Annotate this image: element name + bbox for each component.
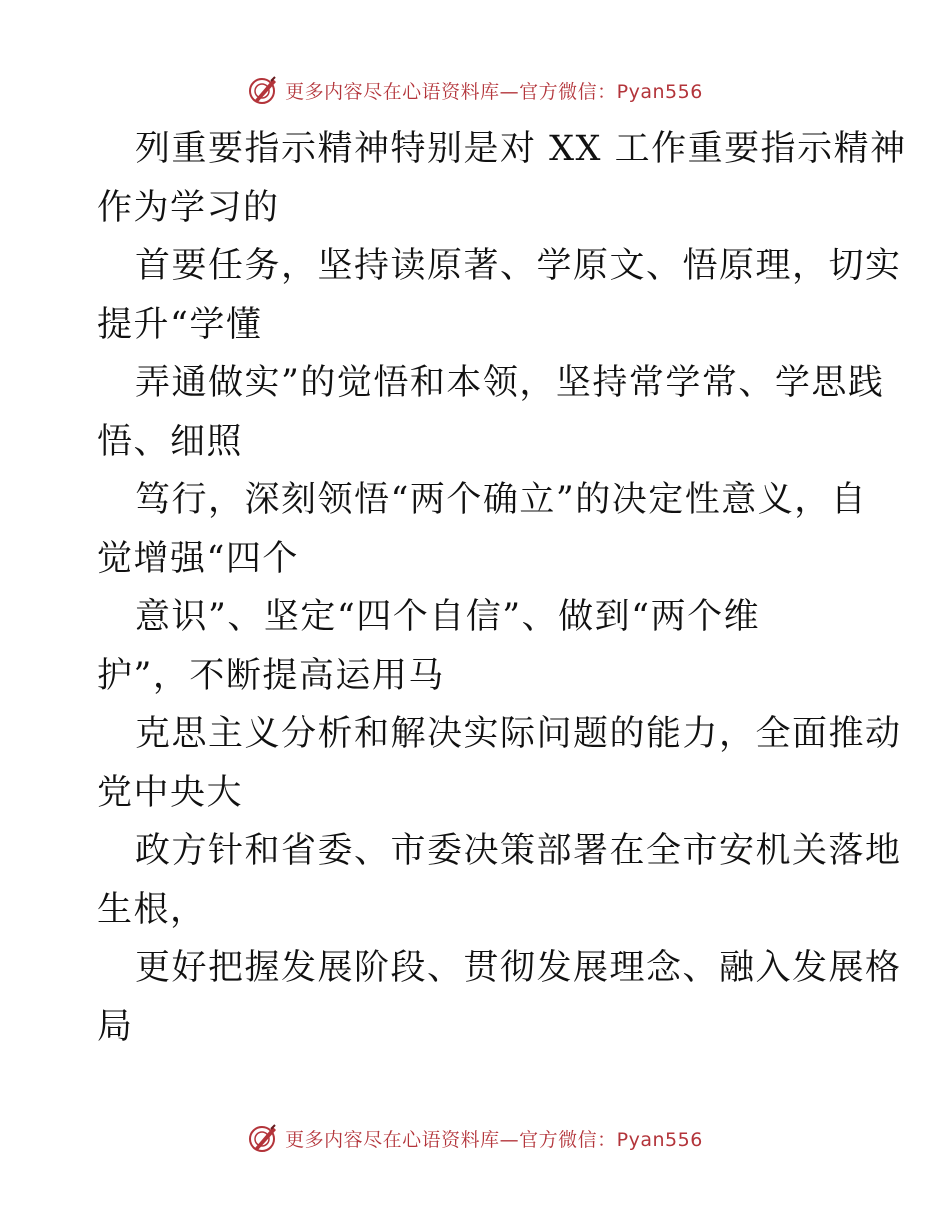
body-line: 笃行，深刻领悟“两个确立”的决定性意义，自	[135, 480, 868, 520]
header-watermark-text: 更多内容尽在心语资料库—官方微信：Pyan556	[285, 80, 703, 103]
body-line: 悟、细照	[97, 421, 244, 462]
body-line: 党中央大	[97, 772, 244, 813]
footer-watermark-banner	[0, 1118, 950, 1158]
body-line: 克思主义分析和解决实际问题的能力，全面推动	[135, 714, 902, 754]
document-body	[97, 120, 907, 1056]
body-line: 作为学习的	[97, 187, 280, 228]
body-line: 局	[97, 1006, 134, 1047]
body-line: 弄通做实”的觉悟和本领，坚持常学常、学思践	[135, 363, 885, 403]
body-line: 觉增强“四个	[97, 538, 299, 579]
footer-watermark-text: 更多内容尽在心语资料库—官方微信：Pyan556	[285, 1128, 703, 1151]
body-line: 首要任务，坚持读原著、学原文、悟原理，切实	[135, 246, 902, 286]
body-line: 护”，不断提高运用马	[97, 655, 445, 696]
quill-logo-icon	[247, 74, 279, 106]
body-line: 提升“学懂	[97, 304, 263, 345]
body-line: 意识”、坚定“四个自信”、做到“两个维	[135, 597, 761, 637]
header-watermark-banner	[0, 70, 950, 110]
body-line: 政方针和省委、市委决策部署在全市安机关落地	[135, 831, 902, 871]
body-line: 列重要指示精神特别是对 XX 工作重要指示精神	[135, 129, 907, 169]
body-line: 更好把握发展阶段、贯彻发展理念、融入发展格	[135, 948, 902, 988]
quill-logo-icon	[247, 1122, 279, 1154]
body-line: 生根，	[97, 889, 207, 930]
